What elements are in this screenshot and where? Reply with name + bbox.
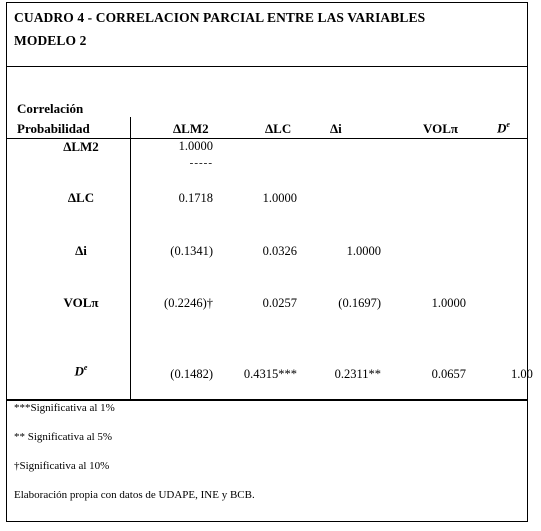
row-label-di: Δi bbox=[75, 243, 87, 258]
cell-di-dlc: 0.0326 bbox=[262, 244, 297, 258]
cell-dlc-dlc: 1.0000 bbox=[262, 191, 297, 205]
note-significance-5: ** Significativa al 5% bbox=[14, 431, 113, 443]
column-header-di: Δi bbox=[330, 121, 342, 136]
cell-volpi-dlc: 0.0257 bbox=[262, 296, 297, 310]
column-header-de: De bbox=[497, 120, 510, 136]
cell-dlc-dlm2: 0.1718 bbox=[178, 191, 213, 205]
cell-volpi-volpi: 1.0000 bbox=[431, 296, 466, 310]
note-significance-1: ***Significativa al 1% bbox=[14, 402, 115, 414]
cell-de-de: 1.00 bbox=[511, 367, 533, 381]
corner-header-correlation: Correlación bbox=[17, 101, 84, 116]
cell-dlm2-dlm2: 1.0000 bbox=[178, 139, 213, 153]
table-frame bbox=[6, 2, 533, 522]
cell-volpi-di: (0.1697) bbox=[338, 296, 381, 310]
column-header-dlm2: ΔLM2 bbox=[173, 121, 209, 136]
table-subtitle: MODELO 2 bbox=[14, 33, 87, 48]
cell-volpi-dlm2: (0.2246)† bbox=[164, 296, 213, 310]
column-header-dlc: ΔLC bbox=[265, 121, 292, 136]
row-label-de: De bbox=[74, 363, 88, 379]
cell-de-dlm2: (0.1482) bbox=[170, 367, 213, 381]
cell-de-di: 0.2311** bbox=[334, 367, 381, 381]
row-label-dlm2: ΔLM2 bbox=[63, 139, 99, 154]
cell-di-di: 1.0000 bbox=[346, 244, 381, 258]
cell-de-dlc: 0.4315*** bbox=[243, 367, 297, 381]
note-significance-10: †Significativa al 10% bbox=[14, 460, 110, 472]
column-header-volpi: VOLπ bbox=[423, 121, 459, 136]
probability-placeholder: ----- bbox=[189, 157, 213, 169]
table-title: CUADRO 4 - CORRELACION PARCIAL ENTRE LAS VARIABLES bbox=[14, 10, 426, 25]
notes-divider bbox=[7, 399, 527, 401]
cell-de-volpi: 0.0657 bbox=[431, 367, 466, 381]
title-divider bbox=[7, 66, 527, 67]
note-source: Elaboración propia con datos de UDAPE, INE y BCB. bbox=[14, 489, 255, 501]
corner-header-probability: Probabilidad bbox=[17, 121, 90, 136]
cell-di-dlm2: (0.1341) bbox=[170, 244, 213, 258]
row-label-volpi: VOLπ bbox=[63, 295, 99, 310]
row-label-dlc: ΔLC bbox=[67, 190, 95, 205]
